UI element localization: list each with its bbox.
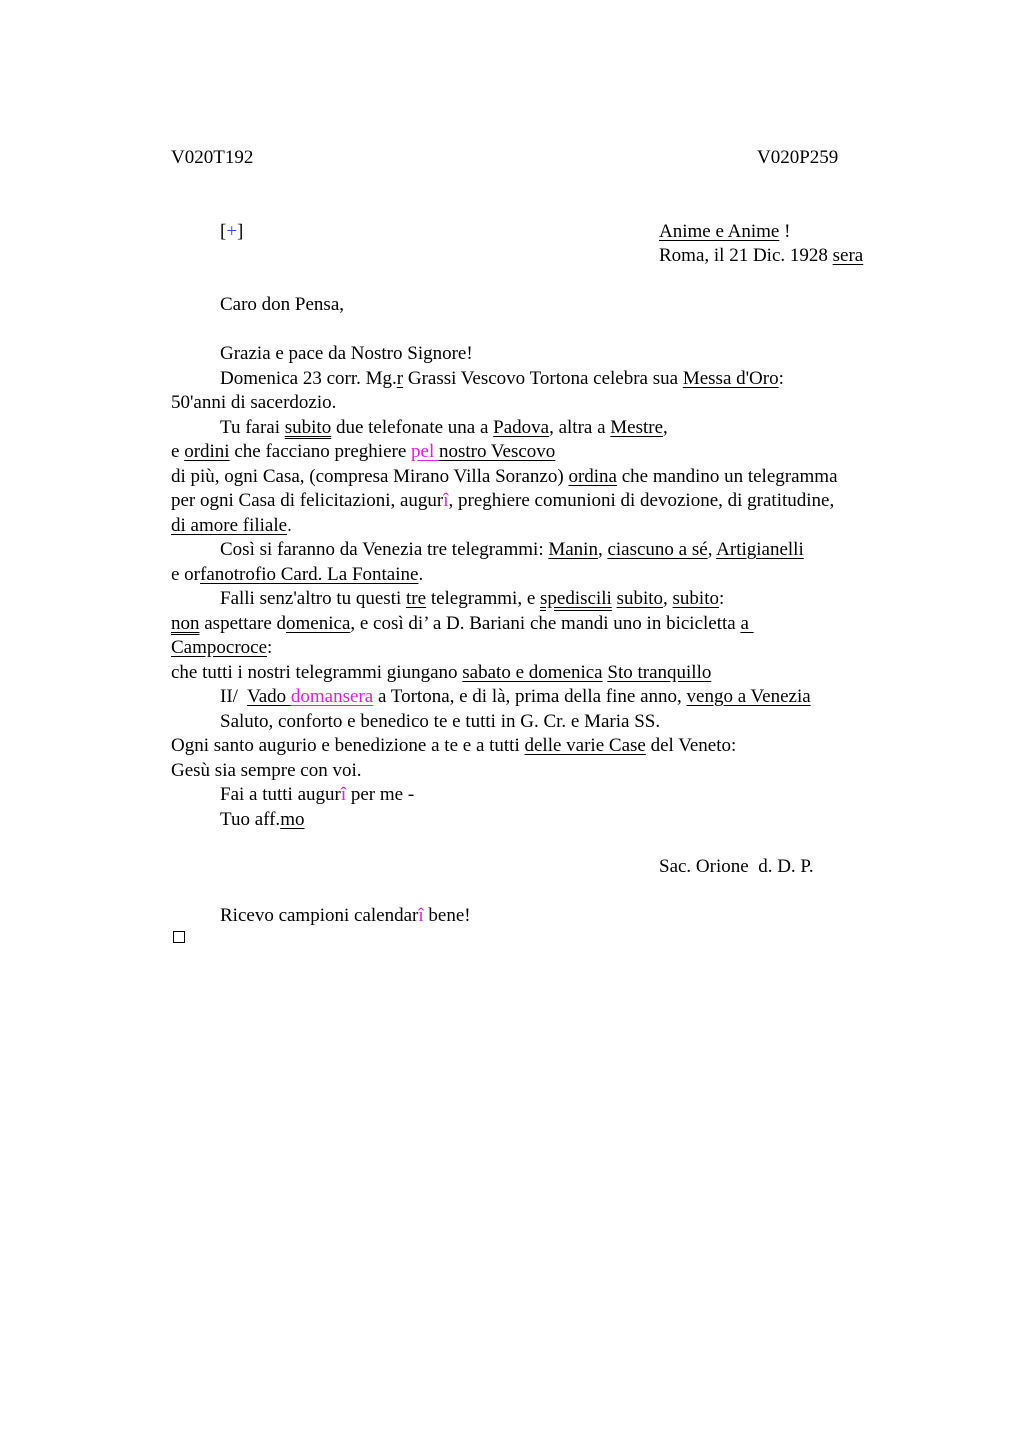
underlined-text: non (171, 612, 200, 634)
text-segment: che mandino un telegramma (616, 465, 838, 487)
underlined-text: ordini (184, 441, 230, 462)
text-segment: 50'anni di sacerdozio. (171, 392, 337, 413)
letter-body (171, 342, 838, 832)
document-code-left: V020T192 (171, 147, 254, 168)
text-line (171, 391, 838, 416)
text-line (171, 759, 838, 784)
text-line (171, 416, 838, 441)
underlined-text: domansera (290, 686, 374, 707)
text-line (171, 808, 838, 833)
underlined-text: omenica (286, 612, 351, 634)
text-line (171, 685, 838, 710)
underlined-text: Manin (548, 539, 598, 560)
underlined-text: subito (616, 588, 664, 609)
motto-text: Anime e Anime (659, 221, 780, 242)
bracket-open: [ (220, 221, 227, 242)
text-line (171, 489, 838, 514)
underlined-text: delle varie Case (524, 735, 646, 756)
underlined-text: r (396, 367, 404, 389)
plus-sign: + (226, 221, 238, 242)
underlined-text: Vado (247, 686, 291, 707)
text-line (171, 783, 838, 808)
postscript (220, 904, 471, 929)
text-segment: che facciano preghiere (229, 441, 412, 462)
underlined-text: spediscili (540, 588, 612, 609)
postscript-text: Ricevo campioni calendar (220, 905, 419, 926)
underlined-text: pel (411, 441, 439, 462)
text-segment: , (597, 539, 608, 560)
text-segment: , preghiere comunioni di devozione, di gratitudine, (448, 490, 835, 511)
text-line (171, 587, 838, 612)
postscript-accent: î (418, 905, 424, 926)
text-line (171, 710, 838, 735)
text-segment: . (287, 514, 292, 536)
underlined-text: fanotrofio Card. La Fontaine (200, 563, 419, 585)
text-segment: telegrammi, e (426, 588, 541, 609)
text-segment: Grazia e pace da Nostro Signore! (220, 343, 473, 364)
text-line (171, 734, 838, 759)
text-line (171, 661, 838, 686)
text-segment: Ogni santo augurio e benedizione a te e a tutti (171, 735, 525, 756)
text-line (171, 636, 838, 661)
text-segment: II/ (220, 686, 248, 707)
underlined-text: nostro Vescovo (438, 441, 556, 462)
text-segment: Gesù sia sempre con voi. (171, 759, 362, 781)
text-segment: î (443, 490, 449, 511)
underlined-text: sabato e domenica (462, 661, 603, 683)
text-segment: : (267, 637, 273, 658)
text-segment: Tu farai (220, 416, 285, 438)
text-line (171, 367, 838, 392)
underlined-text: mo (280, 808, 305, 830)
text-segment: e (171, 441, 185, 462)
text-segment: , altra a (549, 416, 611, 438)
underlined-text: subito (672, 588, 719, 609)
text-line (171, 612, 838, 637)
text-segment: del Veneto: (645, 735, 737, 756)
text-segment: , (707, 539, 717, 560)
text-segment: , e così di’ a D. Bariani che mandi uno in bicicletta (350, 612, 741, 634)
postscript-tail: bene! (423, 905, 471, 926)
text-segment: . (418, 563, 424, 585)
underlined-text: ordina (568, 465, 617, 487)
text-segment: Saluto, conforto e benedico te e tutti in G. Cr. e Maria SS. (220, 710, 661, 732)
underlined-text: Messa d'Oro (682, 367, 779, 389)
text-segment: : (778, 367, 784, 389)
text-segment: î (340, 784, 347, 805)
bracket-close: ] (237, 221, 244, 242)
underlined-text: ciascuno a sé (607, 539, 708, 560)
signature: Sac. Orione d. D. P. (659, 856, 814, 877)
text-line (171, 342, 838, 367)
underlined-text: vengo a Venezia (686, 686, 811, 707)
text-line (171, 563, 838, 588)
text-segment: : (718, 588, 725, 609)
text-segment: Così si faranno da Venezia tre telegrammi: (220, 539, 549, 560)
underlined-text: Padova (493, 416, 550, 438)
underlined-text: Campocroce (171, 637, 268, 658)
text-segment: , (663, 416, 668, 438)
underlined-text: di amore filiale (171, 514, 288, 536)
date-text: Roma, il 21 Dic. 1928 (659, 245, 833, 266)
text-segment: Grassi Vescovo Tortona celebra sua (403, 367, 683, 389)
motto-tail: ! (779, 221, 791, 242)
text-line (171, 440, 838, 465)
text-segment: Falli senz'altro tu questi (220, 588, 407, 609)
text-segment: per ogni Casa di felicitazioni, augur (171, 490, 444, 511)
date-line (659, 244, 863, 269)
cross-mark (220, 220, 243, 245)
underlined-text: Mestre (610, 416, 664, 438)
end-square-icon (173, 931, 185, 943)
text-segment: Domenica 23 corr. Mg. (220, 367, 397, 389)
underlined-text: subito (284, 416, 332, 438)
salutation: Caro don Pensa, (220, 294, 345, 315)
motto (659, 220, 790, 245)
underlined-text: Sto tranquillo (607, 661, 712, 683)
text-segment: a Tortona, e di là, prima della fine anno, (373, 686, 687, 707)
text-segment: e or (171, 563, 201, 585)
text-line (171, 514, 838, 539)
text-segment: che tutti i nostri telegrammi giungano (171, 661, 463, 683)
text-segment: due telefonate una a (331, 416, 494, 438)
text-segment: Fai a tutti augur (220, 784, 341, 805)
text-line (171, 465, 838, 490)
underlined-text: Artigianelli (716, 539, 804, 560)
text-segment: , (663, 588, 673, 609)
text-segment: aspettare d (199, 612, 287, 634)
text-segment: per me - (346, 784, 415, 805)
text-segment: Tuo aff. (220, 808, 281, 830)
document-code-right: V020P259 (757, 147, 839, 168)
text-line (171, 538, 838, 563)
underlined-text: a (740, 612, 754, 634)
date-evening: sera (832, 245, 864, 266)
text-segment: di più, ogni Casa, (compresa Mirano Villa Soranzo) (171, 465, 569, 487)
underlined-text: tre (406, 588, 427, 609)
